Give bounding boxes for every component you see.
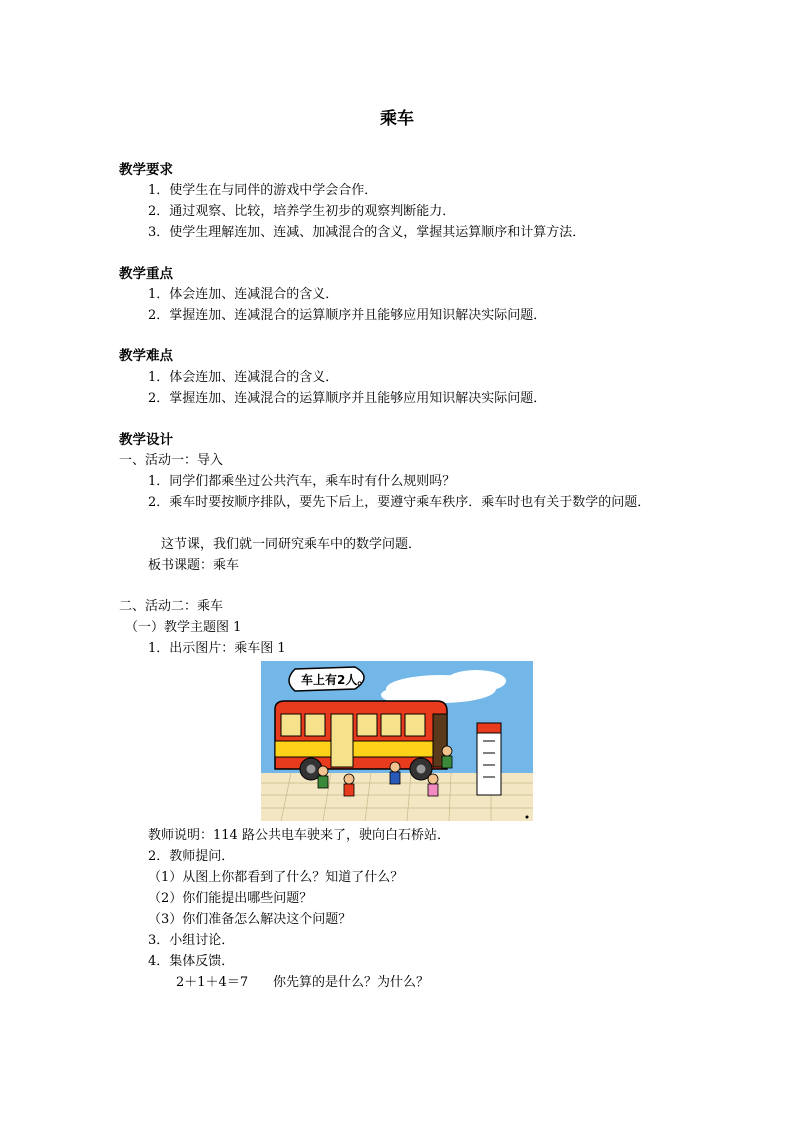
- list-item: 1．体会连加、连减混合的含义．: [148, 287, 339, 302]
- list-item: 3．使学生理解连加、连减、加减混合的含义，掌握其运算顺序和计算方法．: [148, 225, 586, 240]
- list-item: 2．通过观察、比较，培养学生初步的观察判断能力．: [148, 204, 456, 219]
- list-item: （2）你们能提出哪些问题？: [148, 891, 313, 906]
- paragraph: 这节课，我们就一同研究乘车中的数学问题．: [161, 537, 422, 552]
- section-heading-difficulties: 教学难点: [119, 348, 173, 364]
- list-item: （1）从图上你都看到了什么？知道了什么？: [148, 870, 404, 885]
- list-item: 1．同学们都乘坐过公共汽车，乘车时有什么规则吗？: [148, 474, 456, 489]
- speech-bubble-text: 车上有2人。: [301, 673, 370, 687]
- list-item: 1．使学生在与同伴的游戏中学会合作．: [148, 183, 378, 198]
- list-item: （3）你们准备怎么解决这个问题？: [148, 912, 352, 927]
- list-item: 1．体会连加、连减混合的含义．: [148, 370, 339, 385]
- activity-title: 一、活动一：导入: [119, 453, 224, 468]
- equation: 2＋1＋4＝7: [176, 975, 249, 990]
- document-title: 乘车: [380, 109, 414, 129]
- equation-question: 你先算的是什么？为什么？: [273, 975, 430, 990]
- list-item: 2．掌握连加、连减混合的运算顺序并且能够应用知识解决实际问题．: [148, 391, 547, 406]
- section-heading-design: 教学设计: [119, 432, 173, 448]
- teacher-note: 教师说明：114 路公共电车驶来了，驶向白石桥站．: [148, 828, 450, 843]
- paragraph: 板书课题：乘车: [148, 558, 240, 573]
- list-item: 2．教师提问．: [148, 849, 235, 864]
- subsection-title: （一）教学主题图 1: [125, 620, 242, 635]
- section-heading-requirements: 教学要求: [119, 162, 173, 178]
- section-heading-key-points: 教学重点: [119, 266, 173, 282]
- list-item: 2．乘车时要按顺序排队，要先下后上，要遵守乘车秩序．乘车时也有关于数学的问题．: [148, 495, 651, 510]
- list-item: 4．集体反馈．: [148, 954, 235, 969]
- list-item: 1．出示图片：乘车图 1: [148, 641, 286, 656]
- list-item: 3．小组讨论．: [148, 933, 235, 948]
- bus-illustration: [261, 661, 533, 821]
- list-item: 2．掌握连加、连减混合的运算顺序并且能够应用知识解决实际问题．: [148, 308, 547, 323]
- activity-title: 二、活动二：乘车: [119, 599, 224, 614]
